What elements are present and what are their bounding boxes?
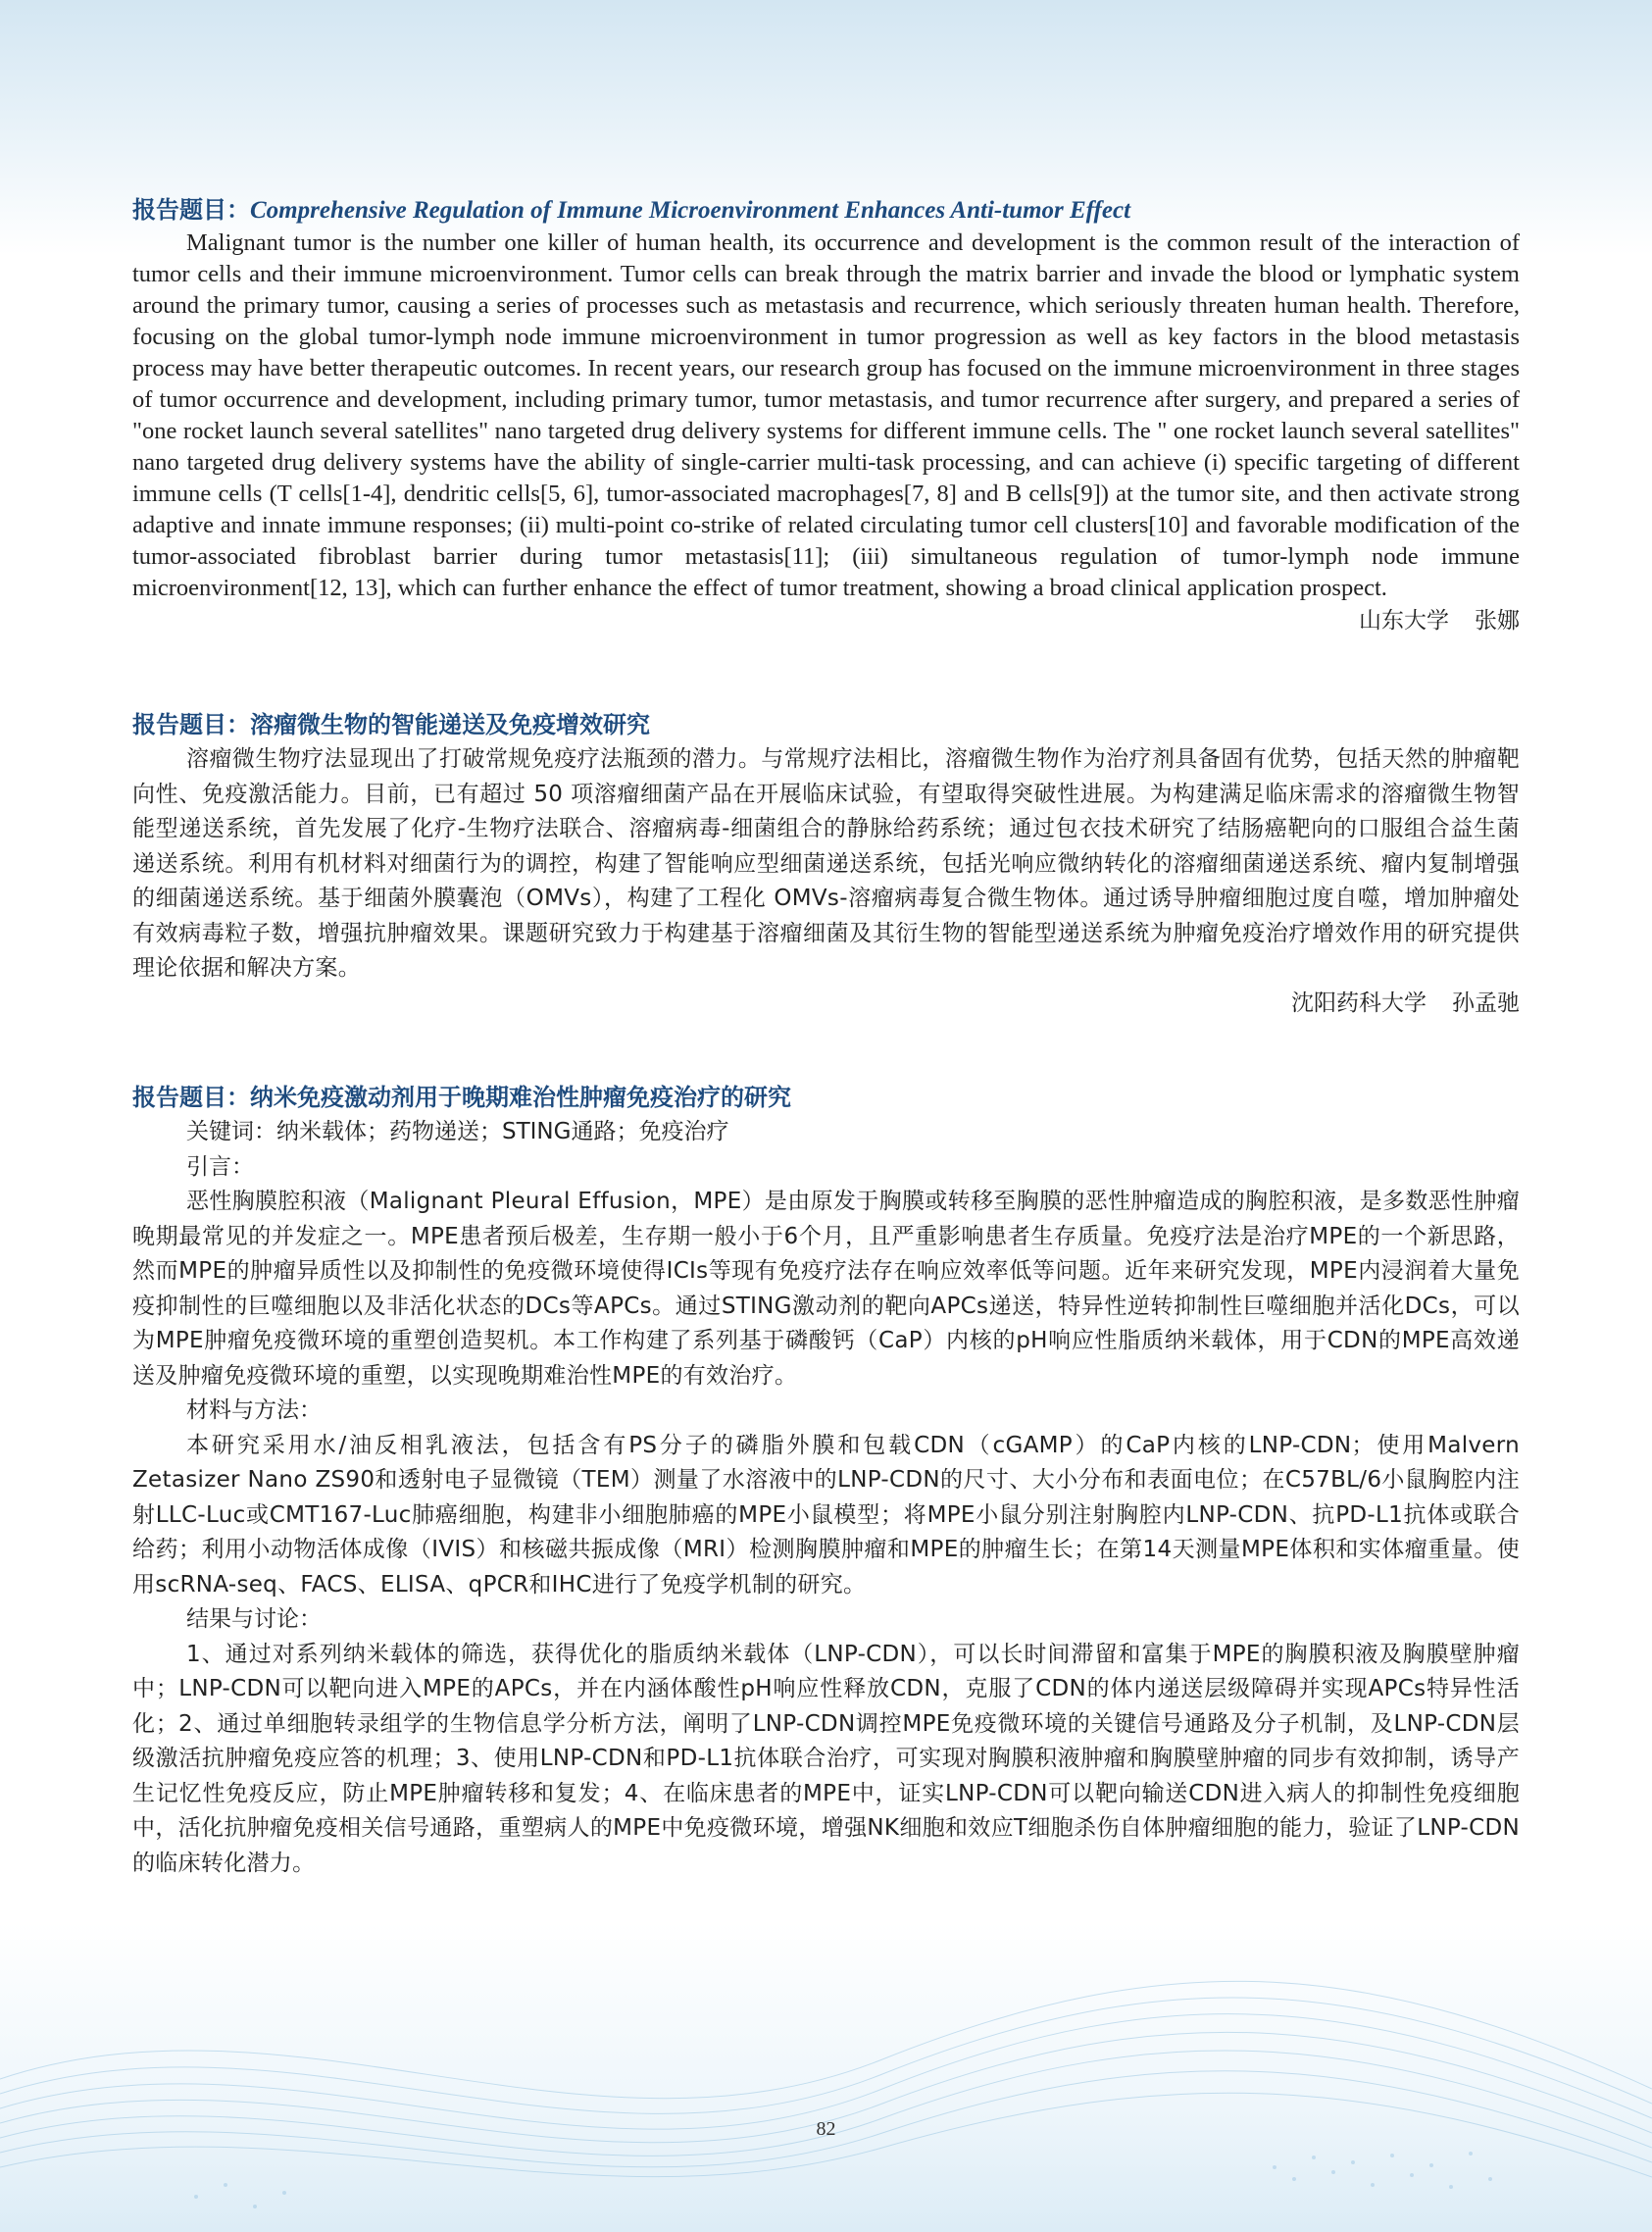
footer-wave-decoration bbox=[0, 1922, 1652, 2232]
title-prefix: 报告题目： bbox=[132, 711, 250, 738]
intro-heading: 引言： bbox=[186, 1153, 254, 1180]
report-title bbox=[132, 1081, 1520, 1115]
keywords: 关键词：纳米载体；药物递送；STING通路；免疫治疗 bbox=[186, 1119, 729, 1144]
title-text: 溶瘤微生物的智能递送及免疫增效研究 bbox=[250, 711, 650, 738]
title-text: Comprehensive Regulation of Immune Microenvironment Enhances Anti-tumor Effect bbox=[250, 197, 1131, 224]
methods-body: 本研究采用水/油反相乳液法，包括含有PS分子的磷脂外膜和包载CDN（cGAMP）的CaP内核的LNP-CDN；使用Malvern Zetasizer Nano ZS90和透射电子显微镜（TEM）测量了水溶液中的LNP-CDN的尺寸、大小分布和表面电位；在C57BL/6小鼠胸腔内注射LLC-Luc或CMT167-Luc肺癌细胞，构建非小细胞肺癌的MPE小鼠模型；将MPE小鼠分别注射胸腔内LNP-CDN、抗PD-L1抗体或联合给药；利用小动物活体成像（IVIS）和核磁共振成像（MRI）检测胸膜肿瘤和MPE的肿瘤生长；在第14天测量MPE体积和实体瘤重量。使用scRNA-seq、FACS、ELISA、qPCR和IHC进行了免疫学机制的研究。 bbox=[132, 1432, 1520, 1598]
report-title bbox=[132, 708, 1520, 742]
author-name: 张娜 bbox=[1475, 608, 1520, 634]
title-prefix: 报告题目： bbox=[132, 1084, 250, 1111]
report-section-1 bbox=[132, 193, 1520, 708]
report-section-2 bbox=[132, 708, 1520, 1081]
methods-heading: 材料与方法： bbox=[186, 1397, 322, 1423]
intro-body: 恶性胸膜腔积液（Malignant Pleural Effusion，MPE）是由原发于胸膜或转移至胸膜的恶性肿瘤造成的胸腔积液，是多数恶性肿瘤晚期最常见的并发症之一。MPE患者预后极差，生存期一般小于6个月，且严重影响患者生存质量。免疫疗法是治疗MPE的一个新思路，然而MPE的肿瘤异质性以及抑制性的免疫微环境使得ICIs等现有免疫疗法存在响应效率低等问题。近年来研究发现，MPE内浸润着大量免疫抑制性的巨噬细胞以及非活化状态的DCs等APCs。通过STING激动剂的靶向APCs递送，特异性逆转抑制性巨噬细胞并活化DCs，可以为MPE肿瘤免疫微环境的重塑创造契机。本工作构建了系列基于磷酸钙（CaP）内核的pH响应性脂质纳米载体，用于CDN的MPE高效递送及肿瘤免疫微环境的重塑，以实现晚期难治性MPE的有效治疗。 bbox=[132, 1189, 1520, 1389]
abstract-body: Malignant tumor is the number one killer of human health, its occurrence and development is the common result of the interaction of tumor cells and their immune microenvironment. Tumor cells can break through the matrix barrier and invade the blood or lymphatic system around the primary tumor, causing a series of processes such as metastasis and recurrence, which seriously threaten human health. Therefore, focusing on the global tumor-lymph node immune microenvironment in tumor progression as well as key factors in the blood metastasis process may have better therapeutic outcomes. In recent years, our research group has focused on the immune microenvironment in three stages of tumor occurrence and development, including primary tumor, tumor metastasis, and tumor recurrence after surgery, and prepared a series of "one rocket launch several satellites" nano targeted drug delivery systems for different immune cells. The " one rocket launch several satellites" nano targeted drug delivery systems have the ability of single-carrier multi-task processing, and can achieve (i) specific targeting of different immune cells (T cells[1-4], dendritic cells[5, 6], tumor-associated macrophages[7, 8] and B cells[9]) at the tumor site, and then activate strong adaptive and innate immune responses; (ii) multi-point co-strike of related circulating tumor cell clusters[10] and favorable modification of the tumor-associated fibroblast barrier during tumor metastasis[11]; (iii) simultaneous regulation of tumor-lymph node immune microenvironment[12, 13], which can further enhance the effect of tumor treatment, showing a broad clinical application prospect. bbox=[132, 229, 1520, 601]
results-body: 1、通过对系列纳米载体的筛选，获得优化的脂质纳米载体（LNP-CDN），可以长时间滞留和富集于MPE的胸膜积液及胸膜壁肿瘤中；LNP-CDN可以靶向进入MPE的APCs，并在内涵体酸性pH响应性释放CDN，克服了CDN的体内递送层级障碍并实现APCs特异性活化；2、通过单细胞转录组学的生物信息学分析方法，阐明了LNP-CDN调控MPE免疫微环境的关键信号通路及分子机制，及LNP-CDN层级激活抗肿瘤免疫应答的机理；3、使用LNP-CDN和PD-L1抗体联合治疗，可实现对胸膜积液肿瘤和胸膜壁肿瘤的同步有效抑制，诱导产生记忆性免疫反应，防止MPE肿瘤转移和复发；4、在临床患者的MPE中，证实LNP-CDN可以靶向输送CDN进入病人的抑制性免疫细胞中，活化抗肿瘤免疫相关信号通路，重塑病人的MPE中免疫微环境，增强NK细胞和效应T细胞杀伤自体肿瘤细胞的能力，验证了LNP-CDN的临床转化潜力。 bbox=[132, 1641, 1520, 1876]
author-line bbox=[132, 987, 1520, 1020]
author-line bbox=[132, 604, 1520, 637]
report-title bbox=[132, 193, 1520, 228]
report-section-3 bbox=[132, 1081, 1520, 1881]
affiliation: 山东大学 bbox=[1359, 608, 1449, 634]
abstract-body: 溶瘤微生物疗法显现出了打破常规免疫疗法瓶颈的潜力。与常规疗法相比，溶瘤微生物作为治疗剂具备固有优势，包括天然的肿瘤靶向性、免疫激活能力。目前，已有超过 50 项溶瘤细菌产品在开展临床试验，有望取得突破性进展。为构建满足临床需求的溶瘤微生物智能型递送系统，首先发展了化疗-生物疗法联合、溶瘤病毒-细菌组合的静脉给药系统；通过包衣技术研究了结肠癌靶向的口服组合益生菌递送系统。利用有机材料对细菌行为的调控，构建了智能响应型细菌递送系统，包括光响应微纳转化的溶瘤细菌递送系统、瘤内复制增强的细菌递送系统。基于细菌外膜囊泡（OMVs），构建了工程化 OMVs-溶瘤病毒复合微生物体。通过诱导肿瘤细胞过度自噬，增加肿瘤处有效病毒粒子数，增强抗肿瘤效果。课题研究致力于构建基于溶瘤细菌及其衍生物的智能型递送系统为肿瘤免疫治疗增效作用的研究提供理论依据和解决方案。 bbox=[132, 746, 1520, 981]
results-heading: 结果与讨论： bbox=[186, 1606, 322, 1632]
author-name: 孙孟驰 bbox=[1452, 989, 1520, 1016]
page-number: 82 bbox=[816, 2118, 836, 2140]
title-text: 纳米免疫激动剂用于晚期难治性肿瘤免疫治疗的研究 bbox=[250, 1084, 791, 1111]
affiliation: 沈阳药科大学 bbox=[1291, 989, 1427, 1016]
title-prefix: 报告题目： bbox=[132, 196, 250, 224]
page-content bbox=[132, 193, 1520, 1881]
